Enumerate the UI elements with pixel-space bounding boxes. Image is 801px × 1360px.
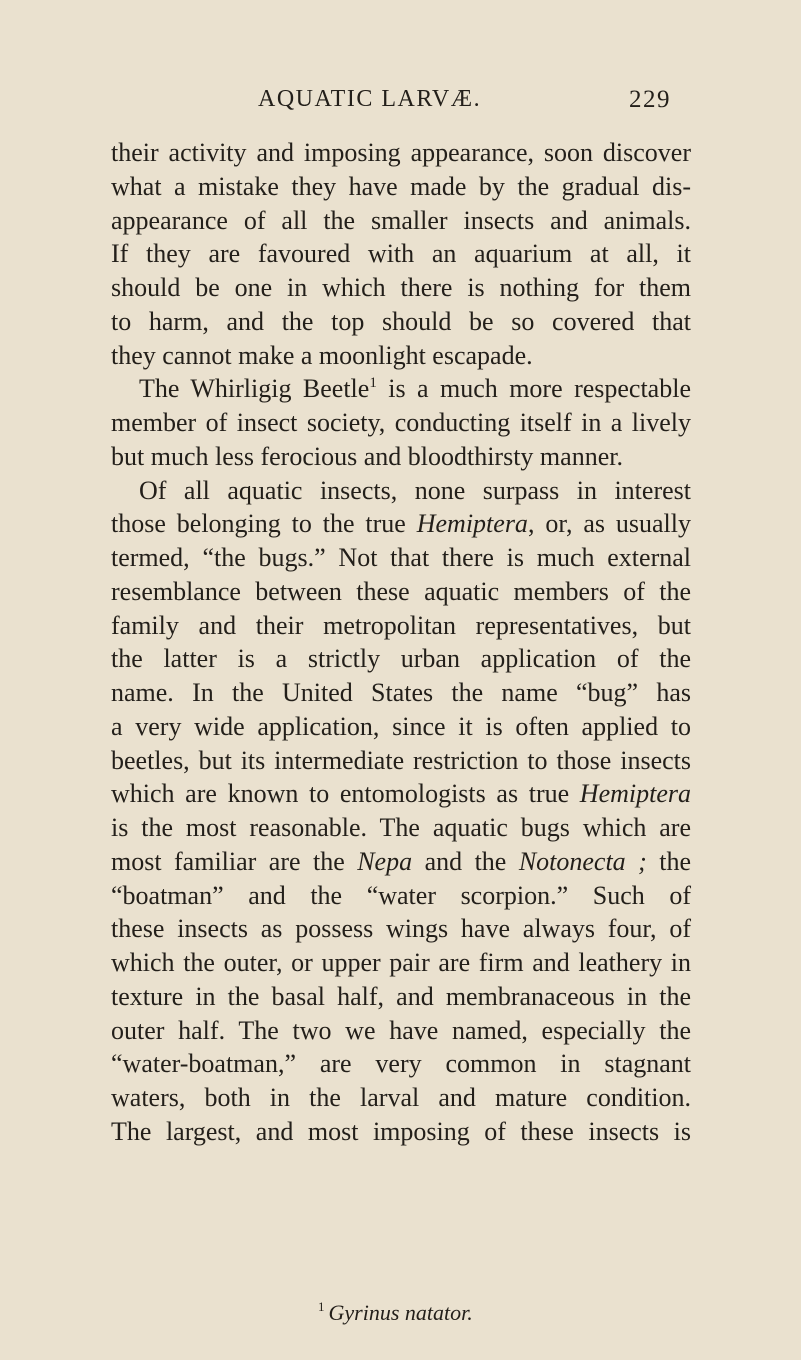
text-line: what a mistake they have made by the gradual dis- bbox=[111, 171, 691, 201]
text-line: “water-boatman,” are very common in stagnant bbox=[111, 1049, 691, 1079]
chapter-title: AQUATIC LARVÆ. bbox=[258, 86, 482, 112]
text-line: termed, “the bugs.” Not that there is much external bbox=[111, 543, 691, 572]
text-line: resemblance between these aquatic members of the bbox=[111, 576, 691, 606]
text-line: The Whirligig Beetle$^1$ is a much more respectable bbox=[139, 374, 691, 404]
page-number: 229 bbox=[629, 86, 671, 113]
text-line: outer half. The two we have named, especially the bbox=[111, 1015, 691, 1045]
footnote-ref: 1 bbox=[369, 375, 377, 392]
text-line: which the outer, or upper pair are firm and leathery in bbox=[111, 948, 691, 977]
text-line: appearance of all the smaller insects and animals. bbox=[111, 205, 691, 235]
italic-term: Hemiptera bbox=[416, 509, 528, 539]
footnote-marker: 1 bbox=[318, 1299, 325, 1314]
text-line: those belonging to the true Hemiptera, or, as usually bbox=[111, 509, 691, 539]
text-line: “boatman” and the “water scorpion.” Such of bbox=[111, 880, 691, 910]
text-line: a very wide application, since it is often applied to bbox=[111, 711, 691, 741]
text-line: beetles, but its intermediate restriction to those insects bbox=[111, 745, 691, 775]
text-line: name. In the United States the name “bug” has bbox=[111, 678, 691, 707]
text-line: these insects as possess wings have always four, of bbox=[111, 914, 691, 944]
footnote-text: Gyrinus natator. bbox=[328, 1300, 473, 1325]
text-line: is the most reasonable. The aquatic bugs which are bbox=[111, 813, 691, 842]
text-line: If they are favoured with an aquarium at all, it bbox=[111, 239, 691, 269]
italic-term: Nepa bbox=[357, 846, 413, 876]
text-line: The largest, and most imposing of these insects is bbox=[111, 1116, 691, 1146]
text-line: most familiar are the Nepa and the Notonecta ; the bbox=[111, 846, 692, 876]
italic-term: Notonecta ; bbox=[518, 846, 647, 876]
text-line: the latter is a strictly urban application of the bbox=[111, 644, 691, 674]
footnote bbox=[318, 1300, 473, 1326]
body-text bbox=[111, 136, 691, 1149]
running-header bbox=[0, 86, 801, 120]
text-line: their activity and imposing appearance, soon discover bbox=[111, 138, 691, 167]
text-line: family and their metropolitan representatives, but bbox=[111, 610, 691, 640]
text-line: which are known to entomologists as true Hemiptera bbox=[111, 779, 691, 809]
italic-term: Hemiptera bbox=[579, 779, 691, 809]
text-line: to harm, and the top should be so covered that bbox=[111, 306, 691, 336]
text-line: texture in the basal half, and membranaceous in the bbox=[111, 981, 691, 1011]
text-line: waters, both in the larval and mature condition. bbox=[111, 1083, 691, 1112]
text-line: should be one in which there is nothing for them bbox=[111, 273, 691, 302]
text-line: they cannot make a moonlight escapade. bbox=[111, 340, 533, 370]
text-line: but much less ferocious and bloodthirsty manner. bbox=[111, 441, 623, 471]
text-line: Of all aquatic insects, none surpass in interest bbox=[139, 475, 691, 505]
text-line: member of insect society, conducting itself in a lively bbox=[111, 408, 691, 437]
